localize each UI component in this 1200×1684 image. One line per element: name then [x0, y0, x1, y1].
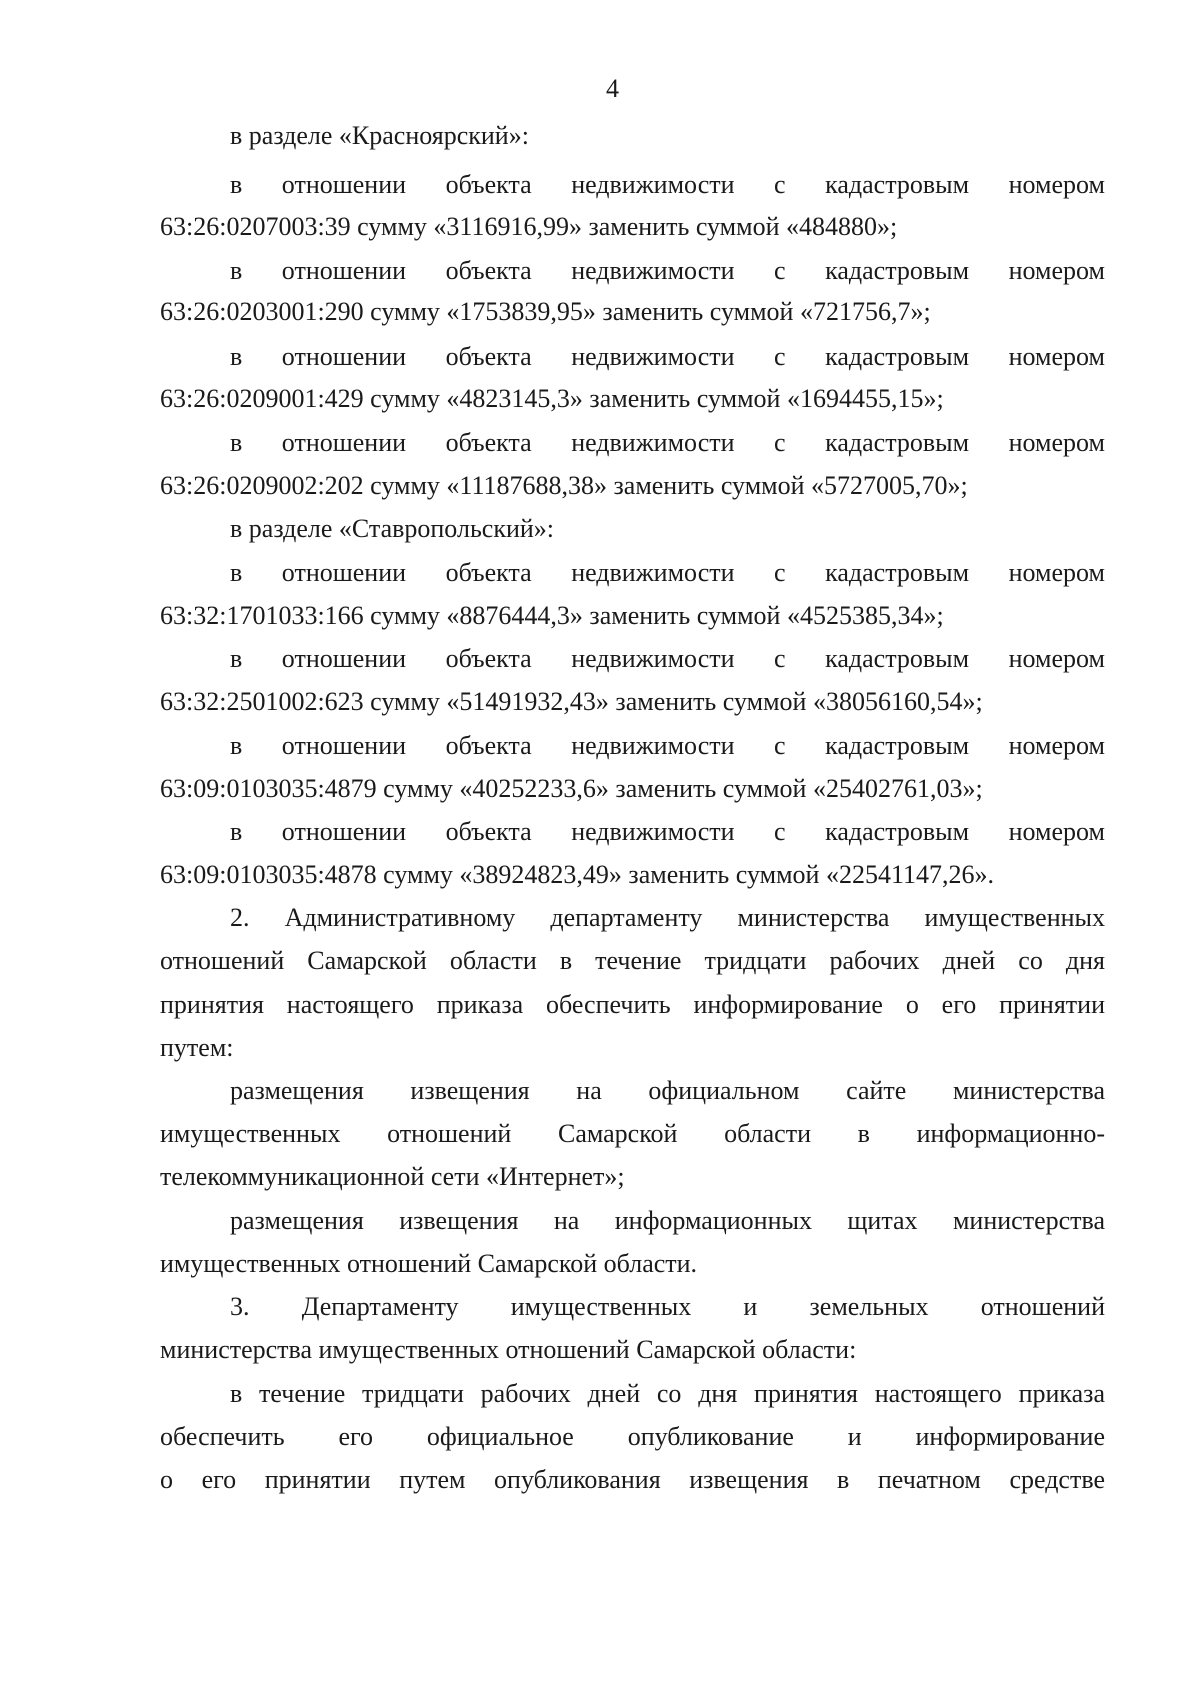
text-line: в отношении объекта недвижимости с кадастровым номером	[230, 817, 1105, 846]
text-line: 63:09:0103035:4879 сумму «40252233,6» заменить суммой «25402761,03»;	[160, 774, 983, 803]
text-line: 63:26:0209002:202 сумму «11187688,38» заменить суммой «5727005,70»;	[160, 471, 968, 500]
page-number: 4	[606, 74, 619, 103]
text-line: телекоммуникационной сети «Интернет»;	[160, 1162, 625, 1191]
paragraph-2-line: отношений Самарской области в течение тридцати рабочих дней со дня	[160, 946, 1105, 975]
text-line: 63:32:2501002:623 сумму «51491932,43» заменить суммой «38056160,54»;	[160, 687, 983, 716]
text-line: имущественных отношений Самарской области в информационно-	[160, 1119, 1105, 1148]
text-line: обеспечить его официальное опубликование и информирование	[160, 1422, 1105, 1451]
text-line: размещения извещения на информационных щитах министерства	[230, 1206, 1105, 1235]
text-line: о его принятии путем опубликования извещения в печатном средстве	[160, 1465, 1105, 1494]
paragraph-3-line: 3. Департаменту имущественных и земельных отношений	[230, 1292, 1105, 1321]
paragraph-2-line: 2. Административному департаменту министерства имущественных	[230, 903, 1105, 932]
text-line: размещения извещения на официальном сайте министерства	[230, 1076, 1105, 1105]
text-line: в течение тридцати рабочих дней со дня принятия настоящего приказа	[230, 1379, 1105, 1408]
text-line: в отношении объекта недвижимости с кадастровым номером	[230, 256, 1105, 285]
section-heading-stavropolsky: в разделе «Ставропольский»:	[230, 514, 555, 543]
text-line: 63:26:0209001:429 сумму «4823145,3» заменить суммой «1694455,15»;	[160, 384, 944, 413]
text-line: имущественных отношений Самарской области.	[160, 1249, 698, 1278]
text-line: в отношении объекта недвижимости с кадастровым номером	[230, 731, 1105, 760]
text-line: в отношении объекта недвижимости с кадастровым номером	[230, 644, 1105, 673]
text-line: в отношении объекта недвижимости с кадастровым номером	[230, 428, 1105, 457]
section-heading-krasnoyarsky: в разделе «Красноярский»:	[230, 121, 529, 150]
paragraph-2-line: принятия настоящего приказа обеспечить информирование о его принятии	[160, 990, 1105, 1019]
text-line: 63:32:1701033:166 сумму «8876444,3» заменить суммой «4525385,34»;	[160, 601, 944, 630]
paragraph-2-line: путем:	[160, 1033, 234, 1062]
text-line: 63:26:0203001:290 сумму «1753839,95» заменить суммой «721756,7»;	[160, 297, 931, 326]
text-line: 63:26:0207003:39 сумму «3116916,99» заменить суммой «484880»;	[160, 212, 898, 241]
text-line: в отношении объекта недвижимости с кадастровым номером	[230, 170, 1105, 199]
text-line: 63:09:0103035:4878 сумму «38924823,49» заменить суммой «22541147,26».	[160, 860, 994, 889]
paragraph-3-line: министерства имущественных отношений Самарской области:	[160, 1335, 857, 1364]
text-line: в отношении объекта недвижимости с кадастровым номером	[230, 558, 1105, 587]
text-line: в отношении объекта недвижимости с кадастровым номером	[230, 342, 1105, 371]
